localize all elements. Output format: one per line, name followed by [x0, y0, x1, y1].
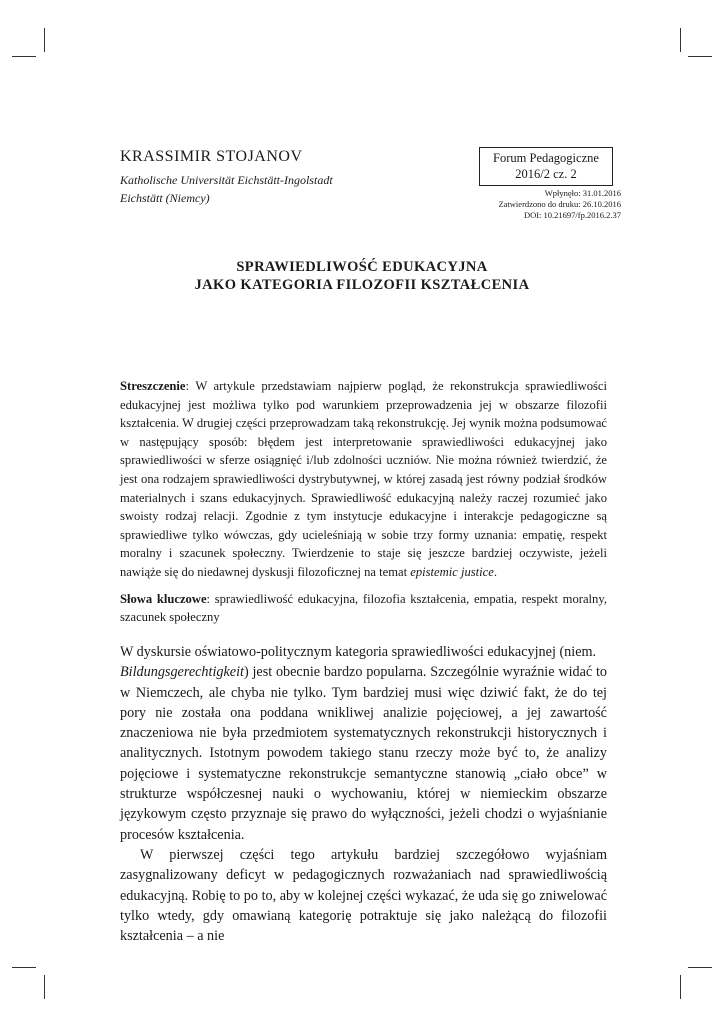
- received-date: Wpłynęło: 31.01.2016: [544, 188, 621, 198]
- author-name: KRASSIMIR STOJANOV: [120, 148, 303, 165]
- abstract-section: [120, 377, 607, 627]
- body-p1-italic: Bildungsgerechtigkeit: [120, 664, 244, 681]
- crop-mark-bottom-right-h: [688, 967, 712, 968]
- body-p1-rest: ) jest obecnie bardzo popularna. Szczególnie wyraźnie widać to w Niemczech, ale chyba nie tylko. Tym bardziej musi więc dziwić fakt, że do tej pory nie została ona poddana wnikliwej analizie pojęciowej, a jej zawartość znaczeniowa nie była przedmiotem systematycznych rekonstrukcji historycznych i analitycznych. Istotnym powodem takiego stanu rzeczy może być to, że analizy pojęciowe i systematyczne rekonstrukcje semantyczne stanowią „ciało obce” w strukturze współczesnej nauki o wychowaniu, której w niemieckim obszarze językowym często przyznaje się prawo do wyłączności, jeżeli chodzi o wyjaśnianie procesów kształcenia.: [120, 664, 607, 843]
- abstract-text: W artykule przedstawiam najpierw pogląd, że rekonstrukcja sprawiedliwości edukacyjnej jest możliwa tylko pod warunkiem przeprowadzenia jej w obszarze filozofii kształcenia. W drugiej części przeprowadzam taką rekonstrukcję. Jej wynik można podsumować w następujący sposób: błędem jest interpretowanie sprawiedliwości edukacyjnej jako sprawiedliwości w sferze osiągnięć i/lub zdolności uczniów. Nie można również twierdzić, że jest ona rodzajem sprawiedliwości dystrybutywnej, w której zasadą jest równy podział środków materialnych i szans edukacyjnych. Sprawiedliwość edukacyjną należy raczej rozumieć jako swoisty rodzaj relacji. Zgodnie z tym instytucje edukacyjne i interakcje pedagogiczne są sprawiedliwe tylko wówczas, gdy ucieleśniają w sobie trzy formy uznania: empatię, respekt moralny i szacunek społeczny. Twierdzenie to staje się jeszcze bardziej oczywiste, jeżeli nawiąże się do niedawnej dyskusji filozoficznej na temat: [120, 379, 608, 579]
- accepted-date: Zatwierdzono do druku: 26.10.2016: [498, 199, 621, 209]
- body-p1-start: W dyskursie oświatowo-politycznym kategoria sprawiedliwości edukacyjnej (niem.: [120, 644, 597, 660]
- crop-mark-top-left-v: [44, 28, 45, 52]
- abstract-end: .: [493, 564, 498, 579]
- keywords-paragraph: Słowa kluczowe: sprawiedliwość edukacyjna, filozofia kształcenia, empatia, respekt moralny, szacunek społeczny: [120, 591, 607, 625]
- crop-mark-top-right-v: [680, 28, 681, 52]
- crop-mark-bottom-left-h: [12, 967, 36, 968]
- journal-box: [479, 147, 613, 186]
- journal-name: Forum Pedagogiczne: [493, 151, 599, 165]
- body-paragraph-1: [120, 642, 607, 845]
- body-paragraph-2: W pierwszej części tego artykułu bardziej szczegółowo wyjaśniam zasygnalizowany deficyt w pedagogicznych rozważaniach nad sprawiedliwością edukacyjną. Robię to po to, aby w kolejnej części wykazać, że uda się go zniwelować tylko wtedy, gdy omawianą kategorię potraktuje się jako należącą do filozofii kształcenia – a nie: [120, 846, 607, 945]
- journal-issue: 2016/2 cz. 2: [515, 167, 577, 181]
- keywords-text: sprawiedliwość edukacyjna, filozofia kształcenia, empatia, respekt moralny, szacunek społeczny: [120, 591, 607, 625]
- affiliation-line-1: Katholische Universität Eichstätt-Ingolstadt: [120, 173, 333, 187]
- crop-mark-top-left-h: [12, 56, 36, 57]
- affiliation-line-2: Eichstätt (Niemcy): [120, 191, 210, 205]
- keywords-label: Słowa kluczowe: [120, 591, 207, 606]
- doi: DOI: 10.21697/fp.2016.2.37: [523, 210, 621, 220]
- abstract-paragraph: Streszczenie: W artykule przedstawiam najpierw pogląd, że rekonstrukcja sprawiedliwości edukacyjnej jest możliwa tylko pod warunkiem przeprowadzenia jej w obszarze filozofii kształcenia. W drugiej części przeprowadzam taką rekonstrukcję. Jej wynik można podsumować w następujący sposób: błędem jest interpretowanie sprawiedliwości edukacyjnej jako sprawiedliwości w sferze osiągnięć i/lub zdolności uczniów. Nie można również twierdzić, że jest ona rodzajem sprawiedliwości dystrybutywnej, w której zasadą jest równy podział środków materialnych i szans edukacyjnych. Sprawiedliwość edukacyjną należy raczej rozumieć jako swoisty rodzaj relacji. Zgodnie z tym instytucje edukacyjne i interakcje pedagogiczne są sprawiedliwe tylko wówczas, gdy ucieleśniają w sobie trzy formy uznania: empatię, respekt moralny i szacunek społeczny. Twierdzenie to staje się jeszcze bardziej oczywiste, jeżeli nawiąże się do niedawnej dyskusji filozoficznej na temat epistemic justice.: [120, 379, 608, 579]
- abstract-italic-term: epistemic justice: [410, 564, 494, 579]
- article-title: [120, 258, 604, 294]
- title-line-1: SPRAWIEDLIWOŚĆ EDUKACYJNA: [236, 259, 488, 275]
- crop-mark-bottom-right-v: [680, 975, 681, 999]
- crop-mark-top-right-h: [688, 56, 712, 57]
- author-block: [120, 148, 420, 207]
- publication-meta: [498, 188, 621, 221]
- body-text: [120, 642, 607, 946]
- abstract-label: Streszczenie: [120, 379, 186, 393]
- crop-mark-bottom-left-v: [44, 975, 45, 999]
- title-line-2: JAKO KATEGORIA FILOZOFII KSZTAŁCENIA: [194, 277, 530, 293]
